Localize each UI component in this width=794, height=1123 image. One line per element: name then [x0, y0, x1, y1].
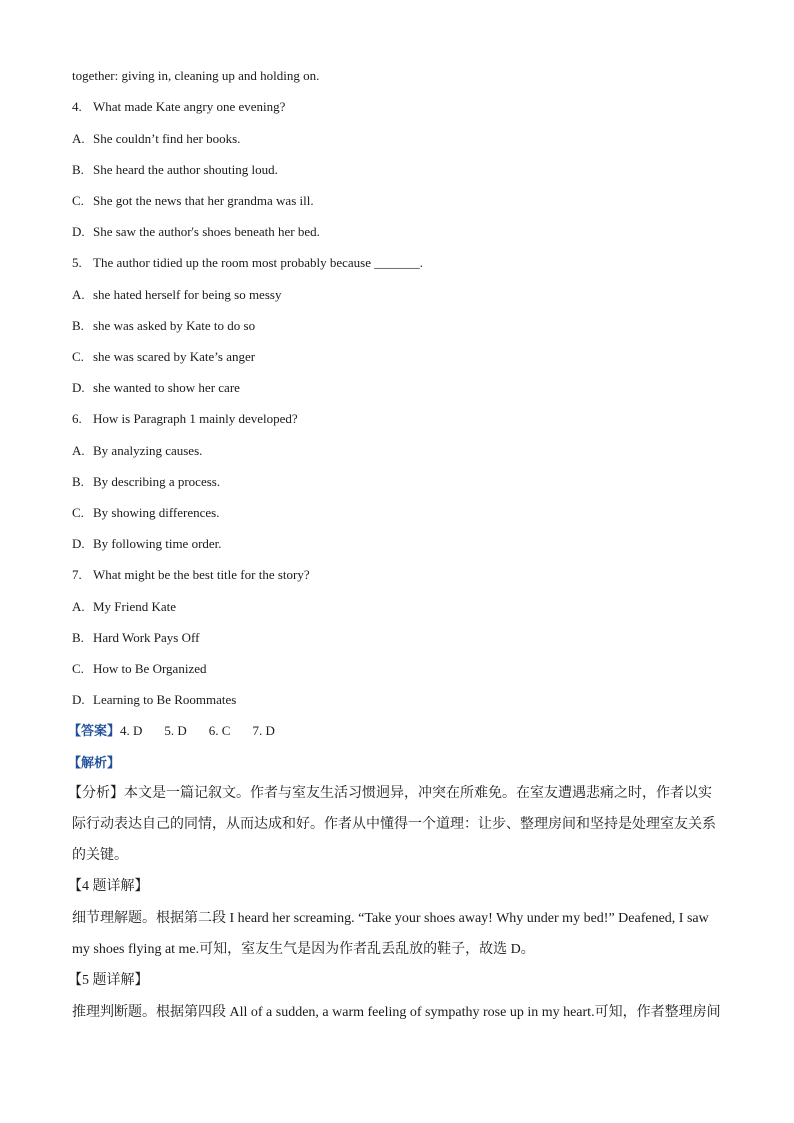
question-7-option-a — [72, 599, 176, 615]
option-text: She couldn’t find her books. — [93, 131, 241, 146]
question-5-option-a — [72, 287, 281, 303]
answer-line — [68, 723, 275, 739]
option-letter: C. — [72, 661, 84, 676]
option-letter: B. — [72, 630, 84, 645]
analysis-sub-tag: 【分析】 — [68, 786, 124, 801]
option-text: My Friend Kate — [93, 599, 177, 614]
question-5-stem — [72, 255, 423, 271]
answer-item: 4. D — [120, 723, 143, 738]
detail-4-line-1: 细节理解题。根据第二段 I heard her screaming. “Take your shoes away! Why under my bed!” Deafened, I saw — [72, 911, 709, 926]
question-text: What made Kate angry one evening? — [93, 99, 286, 114]
question-7-option-d — [72, 692, 236, 708]
option-letter: D. — [72, 692, 85, 707]
question-6-stem — [72, 411, 298, 427]
option-text: By analyzing causes. — [93, 443, 203, 458]
analysis-line-1 — [68, 778, 718, 809]
question-4-option-c — [72, 193, 314, 209]
intro-tail-text: together: giving in, cleaning up and holding on. — [72, 68, 320, 83]
option-letter: A. — [72, 599, 85, 614]
question-4-option-b — [72, 162, 278, 178]
question-4-option-a — [72, 131, 240, 147]
option-text: she wanted to show her care — [93, 380, 240, 395]
option-text: She saw the author's shoes beneath her bed. — [93, 224, 320, 239]
question-text: The author tidied up the room most probably because _______. — [93, 255, 423, 270]
option-letter: B. — [72, 318, 84, 333]
question-7-option-c — [72, 661, 206, 677]
analysis-text: 本文是一篇记叙文。作者与室友生活习惯迥异，冲突在所难免。在室友遭遇悲痛之时，作者以实 — [124, 786, 712, 801]
option-text: she was asked by Kate to do so — [93, 318, 256, 333]
analysis-line-2: 际行动表达自己的同情，从而达成和好。作者从中懂得一个道理：让步、整理房间和坚持是处理室友关系 — [72, 817, 716, 832]
question-7-option-b — [72, 630, 199, 646]
option-text: She heard the author shouting loud. — [93, 162, 278, 177]
option-text: By describing a process. — [93, 474, 221, 489]
option-letter: D. — [72, 224, 85, 239]
question-4-option-d — [72, 224, 320, 240]
option-text: she hated herself for being so messy — [93, 287, 282, 302]
option-letter: C. — [72, 505, 84, 520]
answer-item: 6. C — [208, 723, 231, 738]
question-7-stem — [72, 567, 310, 583]
option-text: By following time order. — [93, 536, 222, 551]
question-text: What might be the best title for the story? — [93, 567, 310, 582]
analysis-heading — [68, 755, 120, 771]
detail-5-heading: 【5 题详解】 — [68, 973, 149, 988]
question-6-option-b — [72, 474, 220, 490]
option-text: Learning to Be Roommates — [93, 692, 237, 707]
question-6-option-d — [72, 536, 222, 552]
option-letter: D. — [72, 380, 85, 395]
option-letter: C. — [72, 349, 84, 364]
answer-tag: 【答案】 — [68, 723, 121, 738]
option-letter: D. — [72, 536, 85, 551]
option-text: By showing differences. — [93, 505, 220, 520]
option-text: Hard Work Pays Off — [93, 630, 200, 645]
option-letter: C. — [72, 193, 84, 208]
analysis-tag: 【解析】 — [68, 755, 121, 770]
question-5-option-b — [72, 318, 255, 334]
option-letter: A. — [72, 287, 85, 302]
option-text: she was scared by Kate’s anger — [93, 349, 256, 364]
detail-4-heading: 【4 题详解】 — [68, 879, 149, 894]
answer-item: 5. D — [164, 723, 187, 738]
option-letter: A. — [72, 443, 85, 458]
answer-item: 7. D — [252, 723, 275, 738]
question-number: 4. — [72, 99, 82, 114]
option-letter: B. — [72, 162, 84, 177]
detail-4-line-2: my shoes flying at me.可知，室友生气是因为作者乱丢乱放的鞋子，故选 D。 — [72, 942, 535, 957]
option-text: How to Be Organized — [93, 661, 207, 676]
question-6-option-a — [72, 443, 202, 459]
option-letter: A. — [72, 131, 85, 146]
question-4-stem — [72, 99, 285, 115]
detail-5-line-1: 推理判断题。根据第四段 All of a sudden, a warm feeling of sympathy rose up in my heart.可知，作者整理房间 — [72, 1005, 721, 1020]
question-number: 5. — [72, 255, 82, 270]
question-5-option-c — [72, 349, 255, 365]
option-text: She got the news that her grandma was ill. — [93, 193, 314, 208]
question-number: 7. — [72, 567, 82, 582]
analysis-line-3: 的关键。 — [72, 848, 128, 863]
question-5-option-d — [72, 380, 240, 396]
question-number: 6. — [72, 411, 82, 426]
question-text: How is Paragraph 1 mainly developed? — [93, 411, 298, 426]
question-6-option-c — [72, 505, 219, 521]
option-letter: B. — [72, 474, 84, 489]
